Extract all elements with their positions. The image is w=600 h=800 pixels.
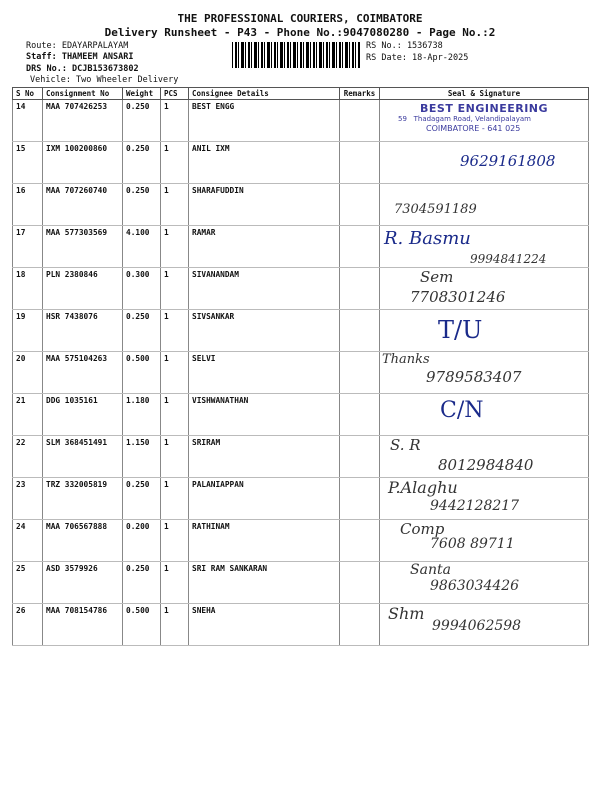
company-title: THE PROFESSIONAL COURIERS, COIMBATORE xyxy=(177,12,423,25)
cell-pcs: 1 xyxy=(161,604,189,646)
cell-consignment: MAA 708154786 xyxy=(43,604,123,646)
cell-consignment: TRZ 332005819 xyxy=(43,478,123,520)
cell-weight: 0.250 xyxy=(123,142,161,184)
handwritten-phone: 9442128217 xyxy=(430,498,520,514)
handwritten-note: T/U xyxy=(438,316,483,344)
table-row xyxy=(13,100,589,142)
handwritten-phone: 9994841224 xyxy=(470,252,547,266)
handwritten-phone: 7608 89711 xyxy=(430,536,515,552)
cell-weight: 0.300 xyxy=(123,268,161,310)
cell-sno: 22 xyxy=(13,436,43,478)
stamp-name: BEST ENGINEERING xyxy=(420,102,549,115)
cell-weight: 0.250 xyxy=(123,184,161,226)
cell-signature xyxy=(380,352,589,394)
cell-consignment: IXM 100200860 xyxy=(43,142,123,184)
cell-consignee: SIVANANDAM xyxy=(189,268,340,310)
cell-pcs: 1 xyxy=(161,268,189,310)
cell-consignment: MAA 707426253 xyxy=(43,100,123,142)
cell-remarks xyxy=(340,436,380,478)
cell-sno: 14 xyxy=(13,100,43,142)
cell-signature xyxy=(380,142,589,184)
cell-signature xyxy=(380,184,589,226)
handwritten-signature: Thanks xyxy=(382,352,430,367)
table-row xyxy=(13,436,589,478)
cell-remarks xyxy=(340,184,380,226)
table-row xyxy=(13,142,589,184)
cell-weight: 0.500 xyxy=(123,604,161,646)
cell-weight: 0.250 xyxy=(123,310,161,352)
cell-consignment: ASD 3579926 xyxy=(43,562,123,604)
cell-consignment: HSR 7438076 xyxy=(43,310,123,352)
cell-weight: 0.250 xyxy=(123,100,161,142)
col-consignment: Consignment No xyxy=(43,88,123,100)
cell-consignee: RAMAR xyxy=(189,226,340,268)
cell-signature xyxy=(380,394,589,436)
handwritten-note: C/N xyxy=(440,398,484,423)
cell-consignee: SNEHA xyxy=(189,604,340,646)
handwritten-phone: 7304591189 xyxy=(394,202,477,217)
handwritten-phone: 9994062598 xyxy=(432,618,522,634)
cell-weight: 0.250 xyxy=(123,562,161,604)
cell-pcs: 1 xyxy=(161,226,189,268)
cell-remarks xyxy=(340,352,380,394)
cell-sno: 25 xyxy=(13,562,43,604)
handwritten-signature: Shm xyxy=(388,604,425,623)
cell-remarks xyxy=(340,310,380,352)
cell-sno: 18 xyxy=(13,268,43,310)
cell-sno: 16 xyxy=(13,184,43,226)
cell-consignee: BEST ENGG xyxy=(189,100,340,142)
staff-label: Staff: THAMEEM ANSARI xyxy=(26,52,134,62)
handwritten-phone: 8012984840 xyxy=(438,456,534,474)
table-row xyxy=(13,352,589,394)
cell-consignee: RATHINAM xyxy=(189,520,340,562)
runsheet-subtitle: Delivery Runsheet - P43 - Phone No.:9047080280 - Page No.:2 xyxy=(104,26,496,39)
table-row xyxy=(13,394,589,436)
cell-consignment: PLN 2380846 xyxy=(43,268,123,310)
cell-sno: 15 xyxy=(13,142,43,184)
cell-pcs: 1 xyxy=(161,352,189,394)
cell-consignee: SIVSANKAR xyxy=(189,310,340,352)
cell-sno: 19 xyxy=(13,310,43,352)
cell-weight: 0.200 xyxy=(123,520,161,562)
col-consignee: Consignee Details xyxy=(189,88,340,100)
cell-signature xyxy=(380,310,589,352)
handwritten-phone: 9789583407 xyxy=(426,368,522,386)
cell-remarks xyxy=(340,226,380,268)
handwritten-signature: P.Alaghu xyxy=(388,478,458,497)
cell-pcs: 1 xyxy=(161,436,189,478)
table-row xyxy=(13,520,589,562)
cell-weight: 1.150 xyxy=(123,436,161,478)
handwritten-phone: 9863034426 xyxy=(430,578,520,594)
cell-signature xyxy=(380,436,589,478)
cell-consignment: MAA 575104263 xyxy=(43,352,123,394)
cell-signature xyxy=(380,226,589,268)
cell-remarks xyxy=(340,394,380,436)
cell-weight: 0.250 xyxy=(123,478,161,520)
cell-consignment: MAA 707260740 xyxy=(43,184,123,226)
cell-consignee: PALANIAPPAN xyxy=(189,478,340,520)
cell-pcs: 1 xyxy=(161,310,189,352)
drs-label: DRS No.: DCJB153673802 xyxy=(26,64,139,74)
cell-pcs: 1 xyxy=(161,394,189,436)
cell-consignee: ANIL IXM xyxy=(189,142,340,184)
cell-sno: 23 xyxy=(13,478,43,520)
cell-sno: 21 xyxy=(13,394,43,436)
company-stamp xyxy=(398,102,548,133)
cell-consignee: VISHWANATHAN xyxy=(189,394,340,436)
runsheet-table xyxy=(12,87,589,646)
cell-weight: 1.180 xyxy=(123,394,161,436)
cell-pcs: 1 xyxy=(161,562,189,604)
table-row xyxy=(13,184,589,226)
cell-consignee: SHARAFUDDIN xyxy=(189,184,340,226)
cell-remarks xyxy=(340,268,380,310)
cell-pcs: 1 xyxy=(161,184,189,226)
cell-consignee: SELVI xyxy=(189,352,340,394)
cell-signature xyxy=(380,562,589,604)
stamp-number: 59 xyxy=(398,115,407,123)
cell-pcs: 1 xyxy=(161,520,189,562)
handwritten-phone: 7708301246 xyxy=(410,288,506,306)
cell-consignee: SRIRAM xyxy=(189,436,340,478)
handwritten-signature: S. R xyxy=(390,436,421,454)
handwritten-signature: Santa xyxy=(410,562,451,578)
cell-remarks xyxy=(340,100,380,142)
stamp-city: COIMBATORE - 641 025 xyxy=(426,124,521,133)
table-header-row xyxy=(13,88,589,100)
cell-sno: 20 xyxy=(13,352,43,394)
barcode xyxy=(232,42,360,68)
rs-number: RS No.: 1536738 xyxy=(366,41,443,51)
cell-remarks xyxy=(340,478,380,520)
cell-remarks xyxy=(340,142,380,184)
col-weight: Weight xyxy=(123,88,161,100)
cell-remarks xyxy=(340,604,380,646)
cell-consignment: DDG 1035161 xyxy=(43,394,123,436)
cell-remarks xyxy=(340,562,380,604)
table-row xyxy=(13,268,589,310)
rs-date: RS Date: 18-Apr-2025 xyxy=(366,53,469,63)
handwritten-phone: 9629161808 xyxy=(460,152,556,170)
cell-sno: 26 xyxy=(13,604,43,646)
vehicle-label: Vehicle: Two Wheeler Delivery xyxy=(30,75,179,85)
cell-signature xyxy=(380,478,589,520)
table-row xyxy=(13,226,589,268)
cell-consignee: SRI RAM SANKARAN xyxy=(189,562,340,604)
handwritten-signature: R. Basmu xyxy=(384,228,471,249)
cell-signature xyxy=(380,268,589,310)
col-signature: Seal & Signature xyxy=(380,88,589,100)
cell-weight: 0.500 xyxy=(123,352,161,394)
cell-signature xyxy=(380,604,589,646)
handwritten-signature: Comp xyxy=(400,520,445,538)
col-pcs: PCS xyxy=(161,88,189,100)
table-row xyxy=(13,562,589,604)
handwritten-signature: Sem xyxy=(420,268,454,286)
cell-pcs: 1 xyxy=(161,100,189,142)
table-row xyxy=(13,478,589,520)
cell-signature xyxy=(380,100,589,142)
table-row xyxy=(13,310,589,352)
route-label: Route: EDAYARPALAYAM xyxy=(26,41,129,51)
cell-sno: 17 xyxy=(13,226,43,268)
cell-consignment: MAA 577303569 xyxy=(43,226,123,268)
table-row xyxy=(13,604,589,646)
cell-signature xyxy=(380,520,589,562)
cell-weight: 4.100 xyxy=(123,226,161,268)
cell-remarks xyxy=(340,520,380,562)
cell-consignment: MAA 706567888 xyxy=(43,520,123,562)
cell-sno: 24 xyxy=(13,520,43,562)
stamp-address: Thadagam Road, Velandipalayam xyxy=(413,115,531,123)
col-remarks: Remarks xyxy=(340,88,380,100)
col-sno: S No xyxy=(13,88,43,100)
cell-pcs: 1 xyxy=(161,478,189,520)
cell-consignment: SLM 368451491 xyxy=(43,436,123,478)
cell-pcs: 1 xyxy=(161,142,189,184)
